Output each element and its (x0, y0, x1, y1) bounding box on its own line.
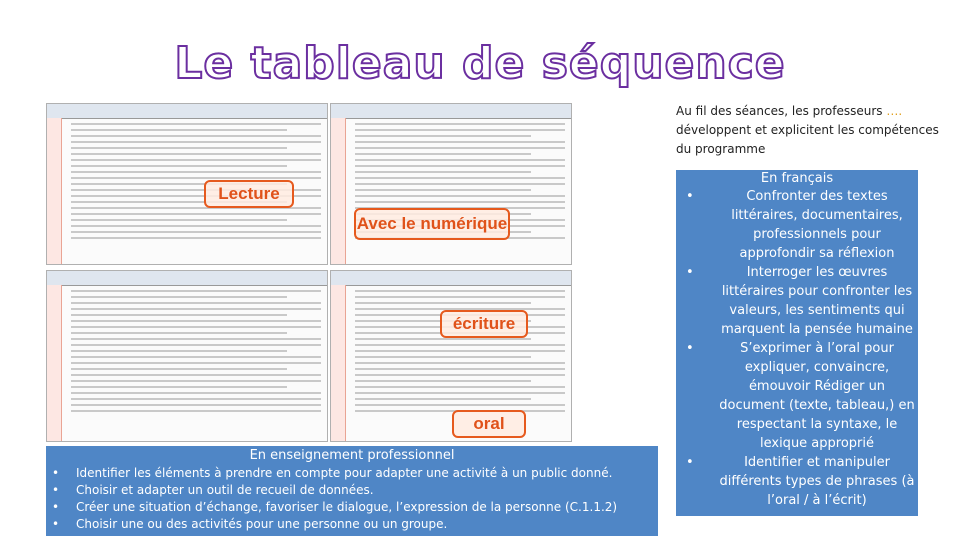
bullet-icon: • (686, 265, 694, 280)
page-title: Le tableau de séquence (174, 38, 786, 89)
list-item: • Créer une situation d’échange, favoriser le dialogue, l’expression de la personne (C.1.1.2) (52, 500, 618, 514)
francais-list (676, 187, 918, 510)
bullet-icon: • (686, 341, 694, 356)
sequence-table-thumbnail-3 (46, 270, 328, 442)
bullet-icon: • (52, 500, 60, 514)
numerique-tag: Avec le numérique (354, 208, 510, 240)
sequence-table-thumbnail-2 (330, 103, 572, 265)
francais-heading: En français (760, 171, 834, 186)
francais-competences-box (676, 170, 918, 516)
bullet-icon: • (52, 483, 60, 497)
ecriture-tag: écriture (440, 310, 528, 338)
pro-heading: En enseignement professionnel (249, 448, 455, 463)
bullet-icon: • (52, 517, 60, 531)
list-item: • Choisir une ou des activités pour une personne ou un groupe. (52, 517, 448, 531)
list-item: • Identifier et manipuler différents types de phrases (à l’oral / à l’écrit) (686, 455, 915, 508)
list-item: • Confronter des textes littéraires, documentaires, professionnels pour approfondir sa réflexion (686, 189, 903, 261)
bullet-icon: • (686, 455, 694, 470)
intro-text: Au fil des séances, les professeurs …. développent et explicitent les compétences du programme (676, 104, 939, 156)
lecture-tag: Lecture (204, 180, 294, 208)
list-item: • Interroger les œuvres littéraires pour confronter les valeurs, les sentiments qui marquent la pensée humaine (686, 265, 913, 337)
list-item: • Choisir et adapter un outil de recueil de données. (52, 483, 374, 497)
pro-list (46, 465, 658, 533)
list-item: • S’exprimer à l’oral pour expliquer, convaincre, émouvoir Rédiger un document (texte, tableau,) en respectant la syntaxe, le lexique approprié (686, 341, 915, 451)
oral-tag: oral (452, 410, 526, 438)
pro-competences-box (46, 446, 658, 536)
bullet-icon: • (52, 466, 60, 480)
list-item: • Identifier les éléments à prendre en compte pour adapter une activité à un public donné. (52, 466, 613, 480)
bullet-icon: • (686, 189, 694, 204)
sequence-table-thumbnail-4 (330, 270, 572, 442)
